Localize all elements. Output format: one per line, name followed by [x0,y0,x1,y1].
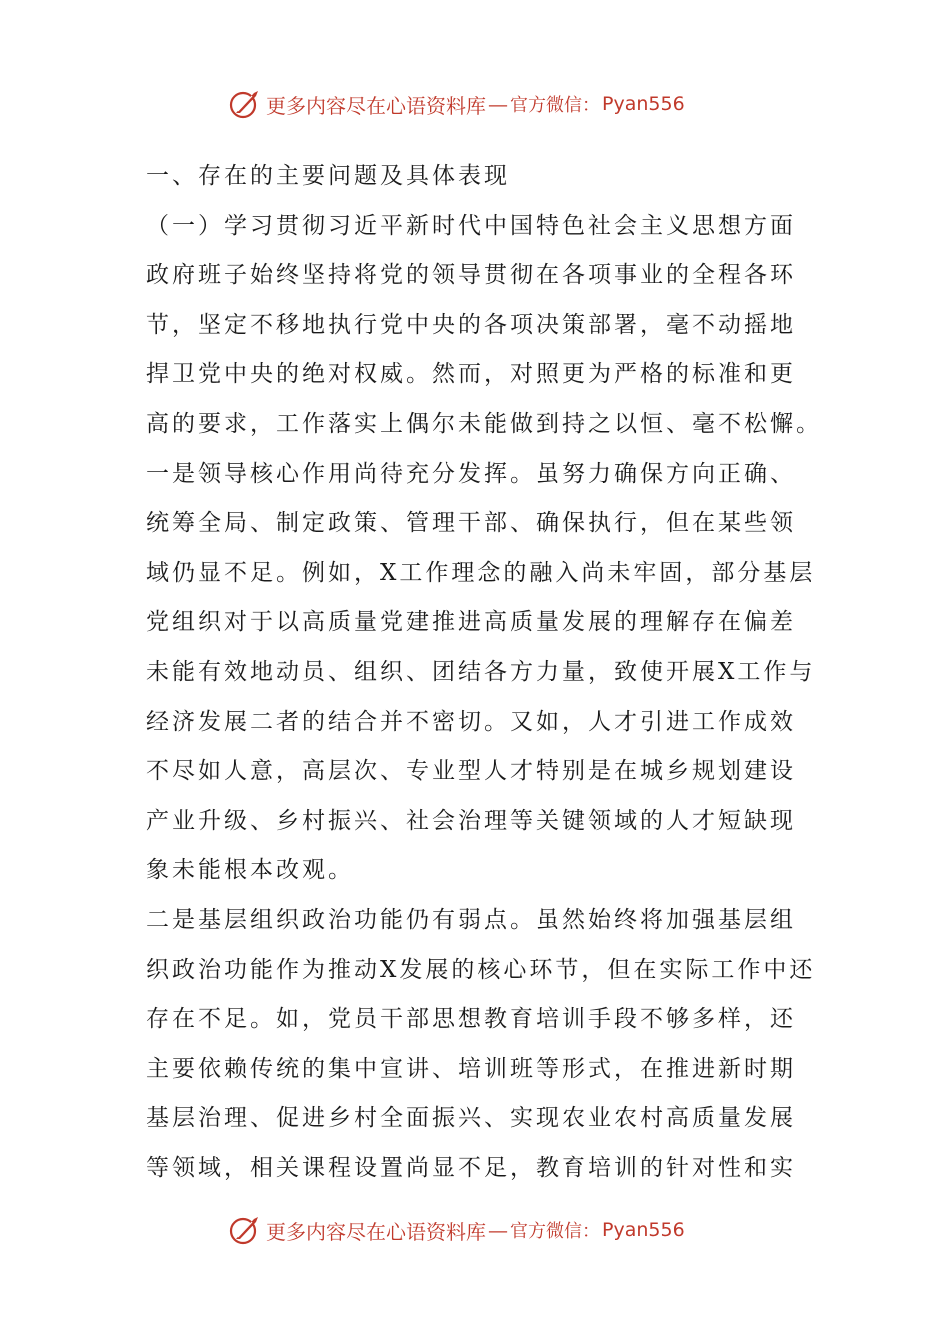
banner-dash: — [488,1218,508,1242]
text-line: 党组织对于以高质量党建推进高质量发展的理解存在偏差 [146,609,796,636]
text-line: 统筹全局、制定政策、管理干部、确保执行，但在某些领 [146,510,796,537]
document-body [146,152,822,1193]
banner-wechat-id: Pyan556 [602,93,685,115]
banner-brand: 更多内容尽在心语资料库 [266,1219,486,1244]
banner-wechat-id: Pyan556 [602,1219,685,1241]
subsection-heading: （一）学习贯彻习近平新时代中国特色社会主义思想方面 [146,212,796,239]
text-line: 经济发展二者的结合并不密切。又如，人才引进工作成效 [146,708,796,735]
text-line: 主要依赖传统的集中宣讲、培训班等形式，在推进新时期 [146,1055,796,1082]
text-line: 象未能根本改观。 [146,857,354,884]
banner-dash: — [488,92,508,116]
section-heading: 一、存在的主要问题及具体表现 [146,163,510,189]
text-line: 一是领导核心作用尚待充分发挥。虽努力确保方向正确、 [146,460,796,487]
text-line: 存在不足。如，党员干部思想教育培训手段不够多样，还 [146,1006,796,1033]
text-line: 节，坚定不移地执行党中央的各项决策部署，毫不动摇地 [146,311,796,338]
text-line: 捍卫党中央的绝对权威。然而，对照更为严格的标准和更 [146,361,796,388]
text-line: 基层治理、促进乡村全面振兴、实现农业农村高质量发展 [146,1105,796,1132]
banner-official-label: 官方微信： [510,95,600,116]
quill-logo-icon [228,1213,262,1247]
text-line: 未能有效地动员、组织、团结各方力量，致使开展X工作与 [146,658,816,685]
text-line: 高的要求，工作落实上偶尔未能做到持之以恒、毫不松懈。 [146,410,822,437]
text-line: 二是基层组织政治功能仍有弱点。虽然始终将加强基层组 [146,906,796,933]
quill-logo-icon [228,87,262,121]
text-line: 域仍显不足。例如，X工作理念的融入尚未牢固，部分基层 [146,559,816,586]
header-banner [228,86,728,122]
footer-banner [228,1212,728,1248]
banner-brand: 更多内容尽在心语资料库 [266,93,486,118]
text-line: 不尽如人意，高层次、专业型人才特别是在城乡规划建设 [146,758,796,785]
text-line: 织政治功能作为推动X发展的核心环节，但在实际工作中还 [146,956,816,983]
text-line: 政府班子始终坚持将党的领导贯彻在各项事业的全程各环 [146,262,796,289]
banner-official-label: 官方微信： [510,1221,600,1242]
text-line: 等领域，相关课程设置尚显不足，教育培训的针对性和实 [146,1154,796,1181]
text-line: 产业升级、乡村振兴、社会治理等关键领域的人才短缺现 [146,807,796,834]
